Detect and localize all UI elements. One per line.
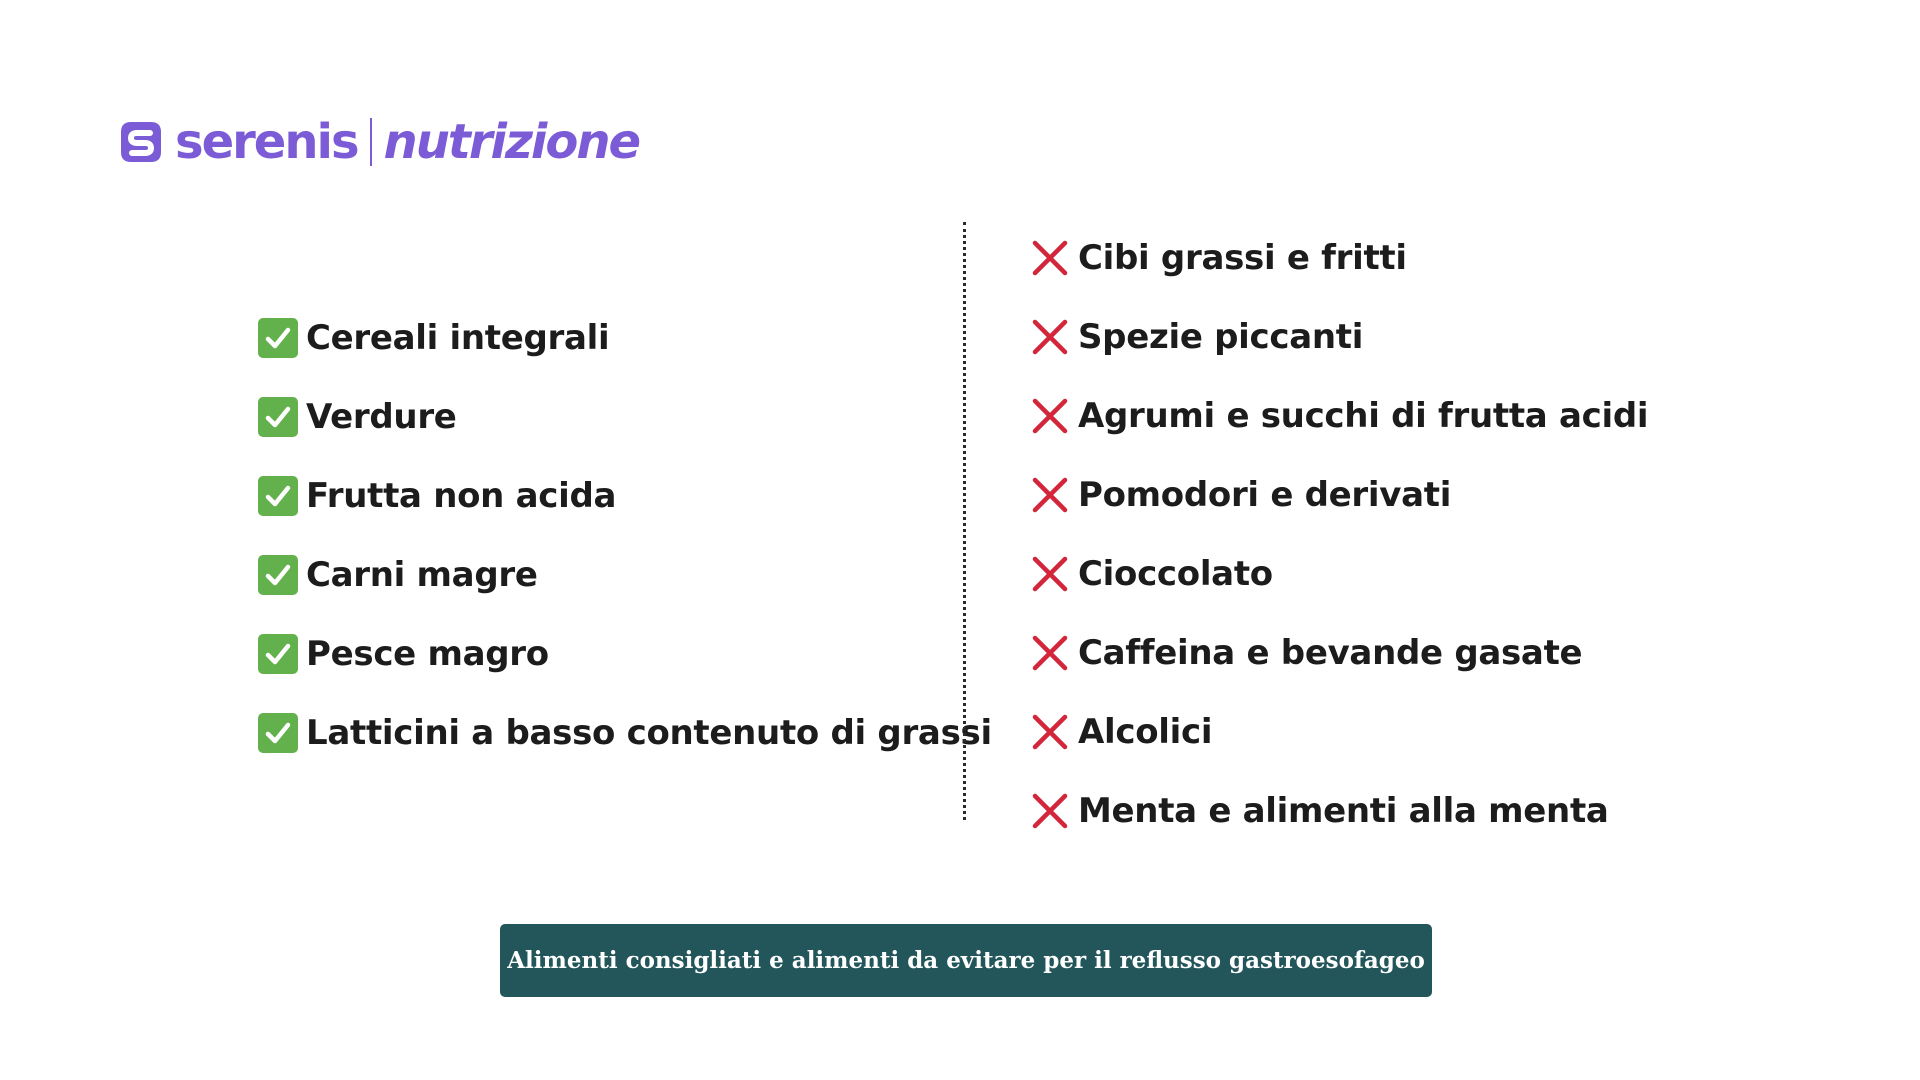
check-icon [258,555,298,595]
cross-icon [1030,238,1070,278]
avoid-food-item [1030,218,1648,297]
food-label: Latticini a basso contenuto di grassi [306,712,992,753]
recommended-food-item [258,693,992,772]
recommended-food-item [258,535,992,614]
food-label: Cibi grassi e fritti [1078,237,1407,278]
brand-name: serenis [175,114,358,170]
recommended-food-item [258,377,992,456]
check-icon [258,476,298,516]
recommended-foods-list [258,298,992,772]
cross-icon [1030,554,1070,594]
caption-text: Alimenti consigliati e alimenti da evitare per il reflusso gastroesofageo [507,947,1425,974]
food-label: Agrumi e succhi di frutta acidi [1078,395,1649,436]
avoid-food-item [1030,297,1648,376]
serenis-logo-icon [117,118,165,166]
cross-icon [1030,317,1070,357]
cross-icon [1030,791,1070,831]
cross-icon [1030,712,1070,752]
brand-product: nutrizione [383,114,640,170]
food-label: Caffeina e bevande gasate [1078,632,1583,673]
avoid-food-item [1030,692,1648,771]
avoid-food-item [1030,613,1648,692]
food-label: Pomodori e derivati [1078,474,1452,515]
avoid-food-item [1030,771,1648,850]
food-label: Cioccolato [1078,553,1273,594]
food-label: Verdure [306,396,457,437]
caption-banner [500,924,1432,997]
check-icon [258,634,298,674]
cross-icon [1030,633,1070,673]
food-label: Pesce magro [306,633,549,674]
avoid-food-item [1030,455,1648,534]
recommended-food-item [258,456,992,535]
avoid-food-item [1030,534,1648,613]
serenis-nutrizione-logo [117,112,639,172]
avoid-food-item [1030,376,1648,455]
food-label: Alcolici [1078,711,1213,752]
logo-separator [370,118,372,166]
food-label: Menta e alimenti alla menta [1078,790,1609,831]
cross-icon [1030,475,1070,515]
recommended-food-item [258,614,992,693]
food-label: Spezie piccanti [1078,316,1364,357]
dotted-divider [963,222,966,820]
food-label: Frutta non acida [306,475,617,516]
check-icon [258,713,298,753]
food-label: Carni magre [306,554,538,595]
food-label: Cereali integrali [306,317,610,358]
check-icon [258,397,298,437]
recommended-food-item [258,298,992,377]
cross-icon [1030,396,1070,436]
check-icon [258,318,298,358]
foods-to-avoid-list [1030,218,1648,850]
